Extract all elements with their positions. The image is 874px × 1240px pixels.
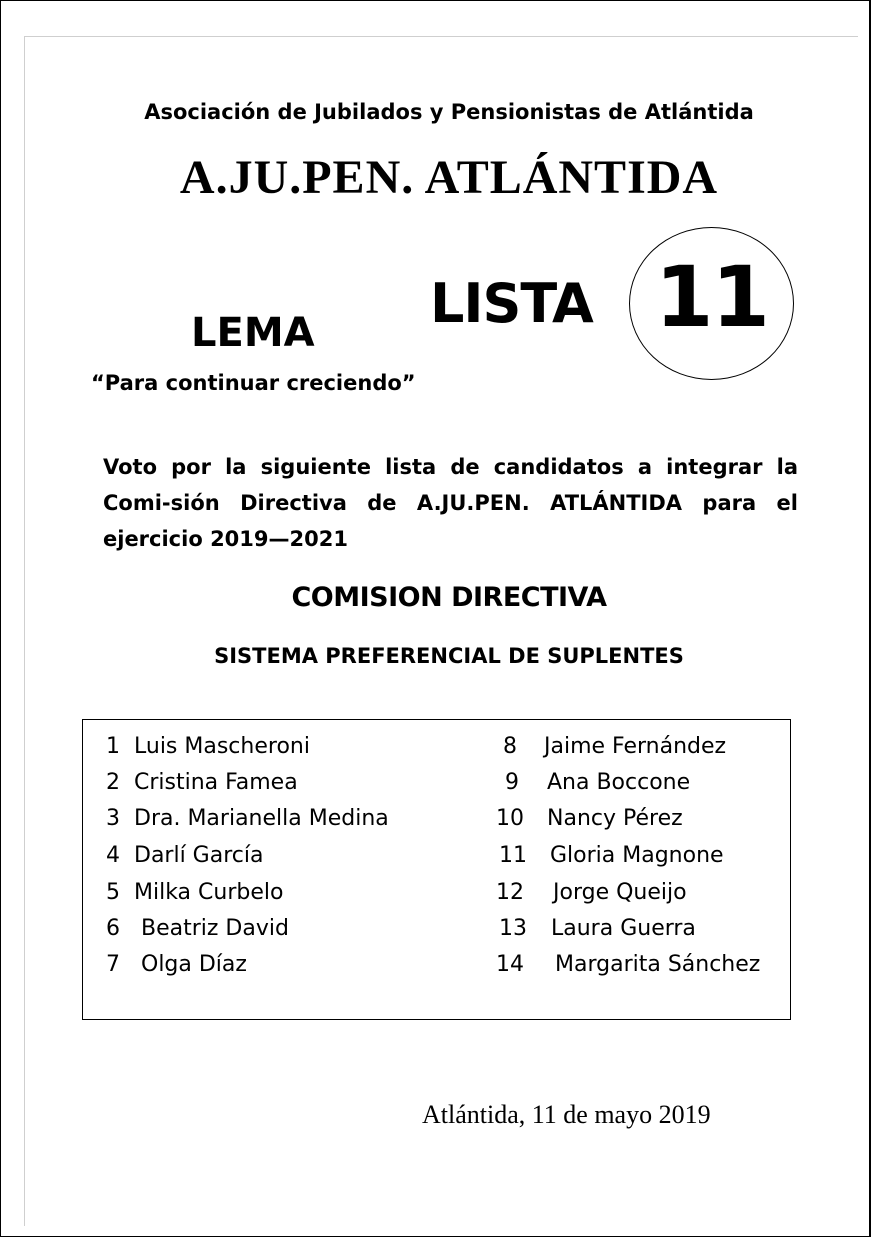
candidate-number: 1	[106, 734, 120, 759]
candidate-number: 3	[106, 806, 120, 831]
candidate-name: Jaime Fernández	[544, 734, 727, 759]
section-title: COMISION DIRECTIVA	[291, 582, 607, 613]
candidate-number: 14	[496, 952, 524, 977]
candidate-number: 7	[106, 952, 120, 977]
candidate-name: Milka Curbelo	[134, 880, 284, 905]
candidate-number: 11	[499, 843, 527, 868]
inner-page-border	[24, 36, 858, 1226]
vote-statement: Voto por la siguiente lista de candidatos a integrar la Comi-sión Directiva de A.JU.PEN. ATLÁNTIDA para el ejercicio 2019—2021	[103, 455, 798, 551]
candidate-number: 2	[106, 770, 120, 795]
candidate-name: Beatriz David	[141, 916, 289, 941]
candidate-name: Nancy Pérez	[547, 806, 683, 831]
candidate-name: Darlí García	[134, 843, 264, 868]
candidate-name: Laura Guerra	[551, 916, 696, 941]
organization-title: A.JU.PEN. ATLÁNTIDA	[179, 151, 719, 204]
candidate-name: Ana Boccone	[547, 770, 691, 795]
candidate-number: 12	[496, 880, 524, 905]
candidate-number: 13	[499, 916, 527, 941]
candidate-name: Margarita Sánchez	[555, 952, 761, 977]
lista-label: LISTA	[430, 272, 593, 335]
lema-label: LEMA	[191, 310, 315, 356]
candidate-number: 8	[503, 734, 517, 759]
list-number: 11	[655, 248, 768, 346]
association-name: Asociación de Jubilados y Pensionistas de Atlántida	[144, 100, 754, 124]
candidate-name: Luis Mascheroni	[134, 734, 310, 759]
date-line: Atlántida, 11 de mayo 2019	[422, 1100, 711, 1129]
candidate-name: Gloria Magnone	[550, 843, 724, 868]
candidate-name: Olga Díaz	[141, 952, 247, 977]
candidate-name: Cristina Famea	[134, 770, 298, 795]
lema-motto: “Para continuar creciendo”	[91, 371, 416, 395]
candidate-number: 10	[496, 806, 524, 831]
section-subtitle: SISTEMA PREFERENCIAL DE SUPLENTES	[214, 644, 684, 668]
candidate-number: 5	[106, 880, 120, 905]
candidate-number: 6	[106, 916, 120, 941]
candidate-name: Jorge Queijo	[553, 880, 687, 905]
candidate-number: 4	[106, 843, 120, 868]
candidate-name: Dra. Marianella Medina	[134, 806, 389, 831]
candidate-number: 9	[505, 770, 519, 795]
